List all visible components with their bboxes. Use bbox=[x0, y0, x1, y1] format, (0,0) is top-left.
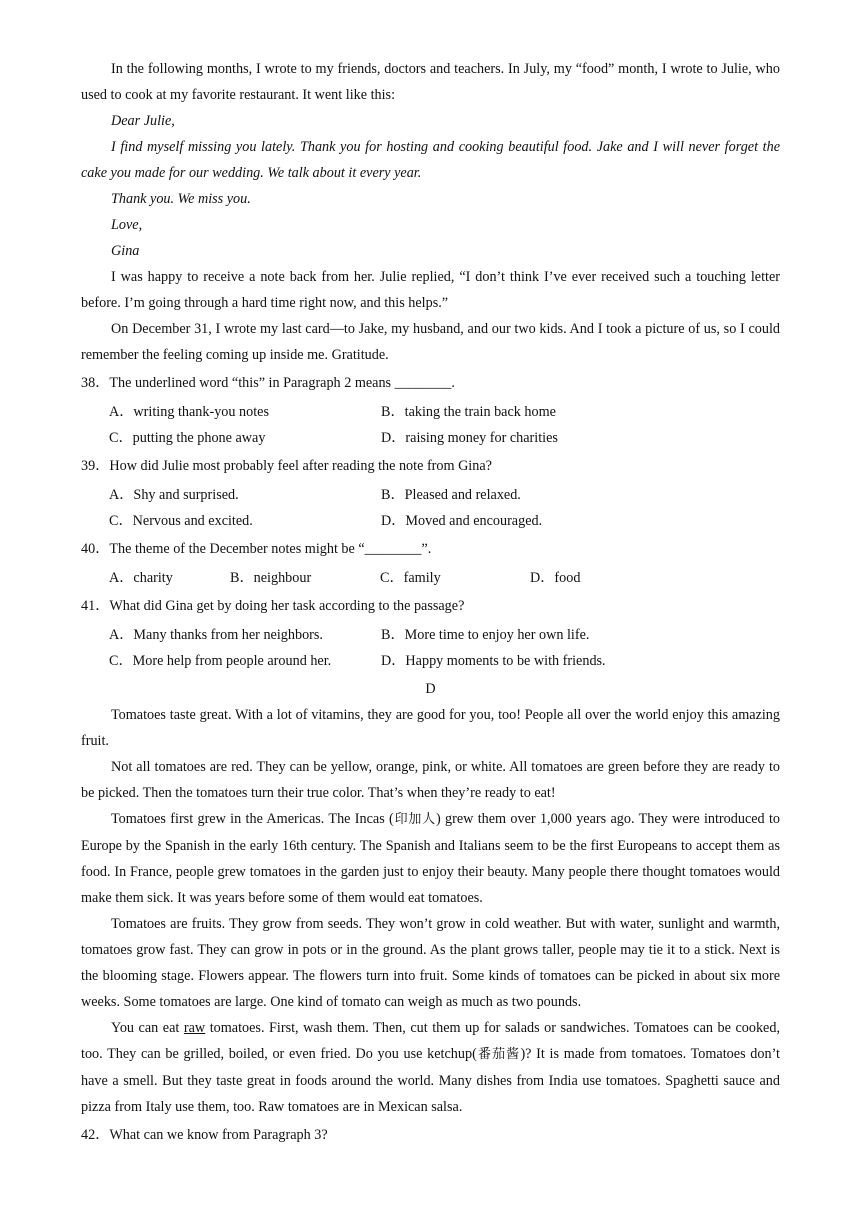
question-stem: The underlined word “this” in Paragraph 2 means ________. bbox=[109, 375, 455, 391]
letter-signature: Gina bbox=[111, 243, 140, 259]
passage-d-paragraph: Tomatoes are fruits. They grow from seeds. They won’t grow in cold weather. But with water, sunlight and warmth, tomatoes grow fast. They can grow in pots or in the ground. As the plant grows taller, people may tie it to a stick. Next is the blooming stage. Flowers appear. The flowers turn into fruit. Some kinds of tomatoes can be picked in about six more weeks. Some tomatoes are large. One kind of tomato can weigh as much as two pounds. bbox=[81, 916, 780, 1010]
question-number: 42． bbox=[81, 1127, 110, 1143]
option-b[interactable]: B．Pleased and relaxed. bbox=[381, 487, 521, 503]
question-42 bbox=[81, 1122, 780, 1148]
letter-greeting: Dear Julie, bbox=[111, 113, 175, 129]
option-c[interactable]: C．putting the phone away bbox=[109, 430, 266, 446]
option-b[interactable]: B．neighbour bbox=[230, 570, 312, 586]
question-39-options bbox=[81, 482, 780, 534]
option-c[interactable]: C．More help from people around her. bbox=[109, 653, 332, 669]
passage-c-paragraph: I was happy to receive a note back from her. Julie replied, “I don’t think I’ve ever received such a touching letter before. I’m going through a hard time right now, and this helps.” bbox=[81, 269, 780, 311]
option-a[interactable]: A．writing thank-you notes bbox=[109, 404, 269, 420]
text-run: tomatoes. First, wash them. Then, cut them up for salads or sandwiches. Tomatoes can be cooked, too. They can be grilled, boiled, or even fried. Do you use ketchup( bbox=[81, 1020, 780, 1062]
passage-c-paragraph: On December 31, I wrote my last card—to Jake, my husband, and our two kids. And I took a picture of us, so I could remember the feeling coming up inside me. Gratitude. bbox=[81, 321, 780, 363]
option-a[interactable]: A．charity bbox=[109, 570, 173, 586]
option-c[interactable]: C．family bbox=[380, 570, 441, 586]
text-run: )? It is made from tomatoes. Tomatoes don’t have a smell. But they taste great in foods around the world. Many dishes from India use tomatoes. Spaghetti sauce and pizza from Italy use them, too. Raw tomatoes are in Mexican salsa. bbox=[81, 1046, 780, 1115]
letter-body: I find myself missing you lately. Thank you for hosting and cooking beautiful food. Jake and I will never forget the cake you made for our wedding. We talk about it every year. bbox=[81, 139, 780, 181]
letter-closing: Love, bbox=[111, 217, 143, 233]
question-41-options bbox=[81, 622, 780, 674]
question-stem: The theme of the December notes might be “________”. bbox=[109, 541, 432, 557]
passage-d-paragraph: Not all tomatoes are red. They can be yellow, orange, pink, or white. All tomatoes are green before they are ready to be picked. Then the tomatoes turn their true color. That’s when they’re ready to eat! bbox=[81, 759, 780, 801]
option-d[interactable]: D．Happy moments to be with friends. bbox=[381, 653, 606, 669]
question-stem: What can we know from Paragraph 3? bbox=[109, 1127, 328, 1143]
question-38 bbox=[81, 370, 780, 396]
underlined-word: raw bbox=[183, 1020, 206, 1036]
question-number: 41． bbox=[81, 598, 110, 614]
question-41 bbox=[81, 593, 780, 619]
option-a[interactable]: A．Shy and surprised. bbox=[109, 487, 239, 503]
option-d[interactable]: D．raising money for charities bbox=[381, 430, 558, 446]
option-d[interactable]: D．food bbox=[530, 570, 581, 586]
question-stem: What did Gina get by doing her task according to the passage? bbox=[109, 598, 465, 614]
section-heading: D bbox=[425, 681, 436, 697]
passage-c-paragraph: In the following months, I wrote to my friends, doctors and teachers. In July, my “food” month, I wrote to Julie, who used to cook at my favorite restaurant. It went like this: bbox=[81, 61, 780, 103]
question-stem: How did Julie most probably feel after reading the note from Gina? bbox=[109, 458, 492, 474]
chinese-gloss: 印加人 bbox=[393, 812, 436, 827]
question-38-options bbox=[81, 399, 780, 451]
passage-d-paragraph bbox=[81, 806, 780, 911]
option-b[interactable]: B．taking the train back home bbox=[381, 404, 556, 420]
question-number: 40． bbox=[81, 541, 110, 557]
passage-d-paragraph: Tomatoes taste great. With a lot of vitamins, they are good for you, too! People all over the world enjoy this amazing fruit. bbox=[81, 707, 780, 749]
option-b[interactable]: B．More time to enjoy her own life. bbox=[381, 627, 590, 643]
text-run: You can eat bbox=[111, 1020, 184, 1036]
passage-d-paragraph bbox=[81, 1015, 780, 1120]
option-a[interactable]: A．Many thanks from her neighbors. bbox=[109, 627, 323, 643]
chinese-gloss: 番茄酱 bbox=[476, 1047, 521, 1062]
question-number: 38． bbox=[81, 375, 110, 391]
option-c[interactable]: C．Nervous and excited. bbox=[109, 513, 253, 529]
question-40 bbox=[81, 536, 780, 562]
option-d[interactable]: D．Moved and encouraged. bbox=[381, 513, 543, 529]
text-run: Tomatoes first grew in the Americas. The Incas ( bbox=[111, 811, 394, 827]
letter-thanks: Thank you. We miss you. bbox=[111, 191, 251, 207]
text-run: ) grew them over 1,000 years ago. They were introduced to Europe by the Spanish in the early 16th century. The Spanish and Italians seem to be the first Europeans to accept them as food. In France, people grew tomatoes in the garden just to enjoy their beauty. Many people there thought tomatoes would make them sick. It was years before some of them would eat tomatoes. bbox=[81, 811, 780, 906]
question-number: 39． bbox=[81, 458, 110, 474]
question-40-options bbox=[81, 565, 780, 591]
question-39 bbox=[81, 453, 780, 479]
